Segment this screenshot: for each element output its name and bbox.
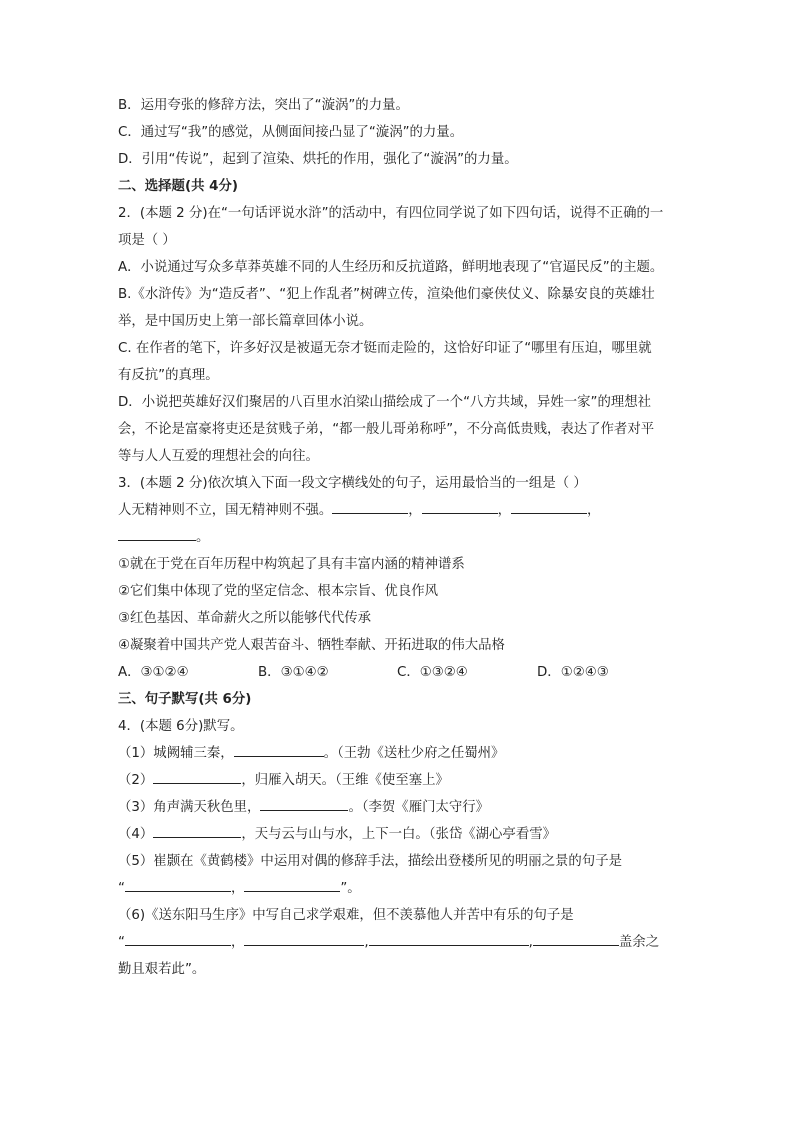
q4-line-3: （3）角声满天秋色里， 。（李贺《雁门太守行》 xyxy=(118,794,678,821)
q3-stem: 3．(本题 2 分)依次填入下面一段文字横线处的句子，运用最恰当的一组是（ ） xyxy=(118,476,587,491)
q3-item-2: ②它们集中体现了党的坚定信念、根本宗旨、优良作风 xyxy=(118,584,438,599)
answer-blank[interactable] xyxy=(125,930,231,946)
q2-option-b-1: B.《水浒传》为“造反者”、“犯上作乱者”树碑立传，渲染他们豪侠仗义、除暴安良的英雄壮 xyxy=(118,287,655,302)
q3-passage-cont: 。 xyxy=(118,524,678,551)
q4-line-4: （4） ，天与云与山与水，上下一白。（张岱《湖心亭看雪》 xyxy=(118,821,678,848)
q2-option-c-2: 有反抗”的真理。 xyxy=(118,368,219,383)
q4-line-5-answer: “ ， ”。 xyxy=(118,875,678,902)
answer-blank[interactable] xyxy=(125,876,231,892)
answer-blank[interactable] xyxy=(244,876,340,892)
q2-option-d-2: 会，不论是富豪将吏还是贫贱子弟，“都一般儿哥弟称呼”，不分高低贵贱，表达了作者对平 xyxy=(118,422,655,437)
answer-blank[interactable] xyxy=(244,930,364,946)
answer-blank[interactable] xyxy=(332,498,408,514)
q4-line-6-answer: “ ， , , 盖余之 xyxy=(118,929,678,956)
answer-blank[interactable] xyxy=(422,498,498,514)
answer-blank[interactable] xyxy=(234,741,324,757)
answer-blank[interactable] xyxy=(153,822,241,838)
q2-option-c-1: C. 在作者的笔下，许多好汉是被逼无奈才铤而走险的，这恰好印证了“哪里有压迫，哪里就 xyxy=(118,341,652,356)
q2-option-b-2: 举，是中国历史上第一部长篇章回体小说。 xyxy=(118,314,373,329)
q4-line-6-end: 勤且艰若此”。 xyxy=(118,962,206,977)
answer-blank[interactable] xyxy=(369,930,529,946)
q2-option-d-1: D．小说把英雄好汉们聚居的八百里水泊梁山描绘成了一个“八方共域，异姓一家”的理想社 xyxy=(118,395,652,410)
q3-option-d: D．①②④③ xyxy=(537,665,609,680)
q3-option-b: B．③①④② xyxy=(258,665,329,680)
q3-passage-text: 人无精神则不立，国无精神则不强。 xyxy=(118,503,333,518)
answer-blank[interactable] xyxy=(260,795,348,811)
q2-option-a: A．小说通过写众多草莽英雄不同的人生经历和反抗道路，鲜明地表现了“官逼民反”的主题。 xyxy=(118,260,664,275)
q3-item-4: ④凝聚着中国共产党人艰苦奋斗、牺牲奉献、开拓进取的伟大品格 xyxy=(118,638,505,653)
q1-option-c: C．通过写“我”的感觉，从侧面间接凸显了“漩涡”的力量。 xyxy=(118,125,464,140)
q2-stem-1: 2．(本题 2 分)在“一句话评说水浒”的活动中，有四位同学说了如下四句话，说得不正确的一 xyxy=(118,206,664,221)
answer-blank[interactable] xyxy=(153,768,241,784)
q1-option-b: B．运用夸张的修辞方法，突出了“漩涡”的力量。 xyxy=(118,98,409,113)
answer-blank[interactable] xyxy=(533,930,619,946)
q3-options xyxy=(118,659,678,686)
section3-heading: 三、句子默写(共 6分) xyxy=(118,692,252,707)
q4-line-6: （6)《送东阳马生序》中写自己求学艰难，但不羡慕他人并苦中有乐的句子是 xyxy=(118,908,574,923)
answer-blank[interactable] xyxy=(511,498,587,514)
q3-item-3: ③红色基因、革命薪火之所以能够代代传承 xyxy=(118,611,372,626)
q4-line-1: （1）城阙辅三秦， 。（王勃《送杜少府之任蜀州》 xyxy=(118,740,678,767)
q2-option-d-3: 等与人人互爱的理想社会的向往。 xyxy=(118,449,319,464)
section2-heading: 二、选择题(共 4分) xyxy=(118,179,238,194)
q4-line-5: （5）崔颢在《黄鹤楼》中运用对偶的修辞手法，描绘出登楼所见的明丽之景的句子是 xyxy=(118,854,622,869)
q2-stem-2: 项是（ ） xyxy=(118,233,176,248)
q3-passage: 人无精神则不立，国无精神则不强。 ， ， ， xyxy=(118,497,678,524)
q3-item-1: ①就在于党在百年历程中构筑起了具有丰富内涵的精神谱系 xyxy=(118,557,465,572)
q3-option-a: A．③①②④ xyxy=(118,665,189,680)
q3-option-c: C．①③②④ xyxy=(397,665,468,680)
answer-blank[interactable] xyxy=(118,525,196,541)
q4-stem: 4．(本题 6分)默写。 xyxy=(118,719,244,734)
exam-page xyxy=(118,92,678,983)
q4-line-2: （2） ，归雁入胡天。（王维《使至塞上》 xyxy=(118,767,678,794)
q1-option-d: D．引用“传说”，起到了渲染、烘托的作用，强化了“漩涡”的力量。 xyxy=(118,152,518,167)
